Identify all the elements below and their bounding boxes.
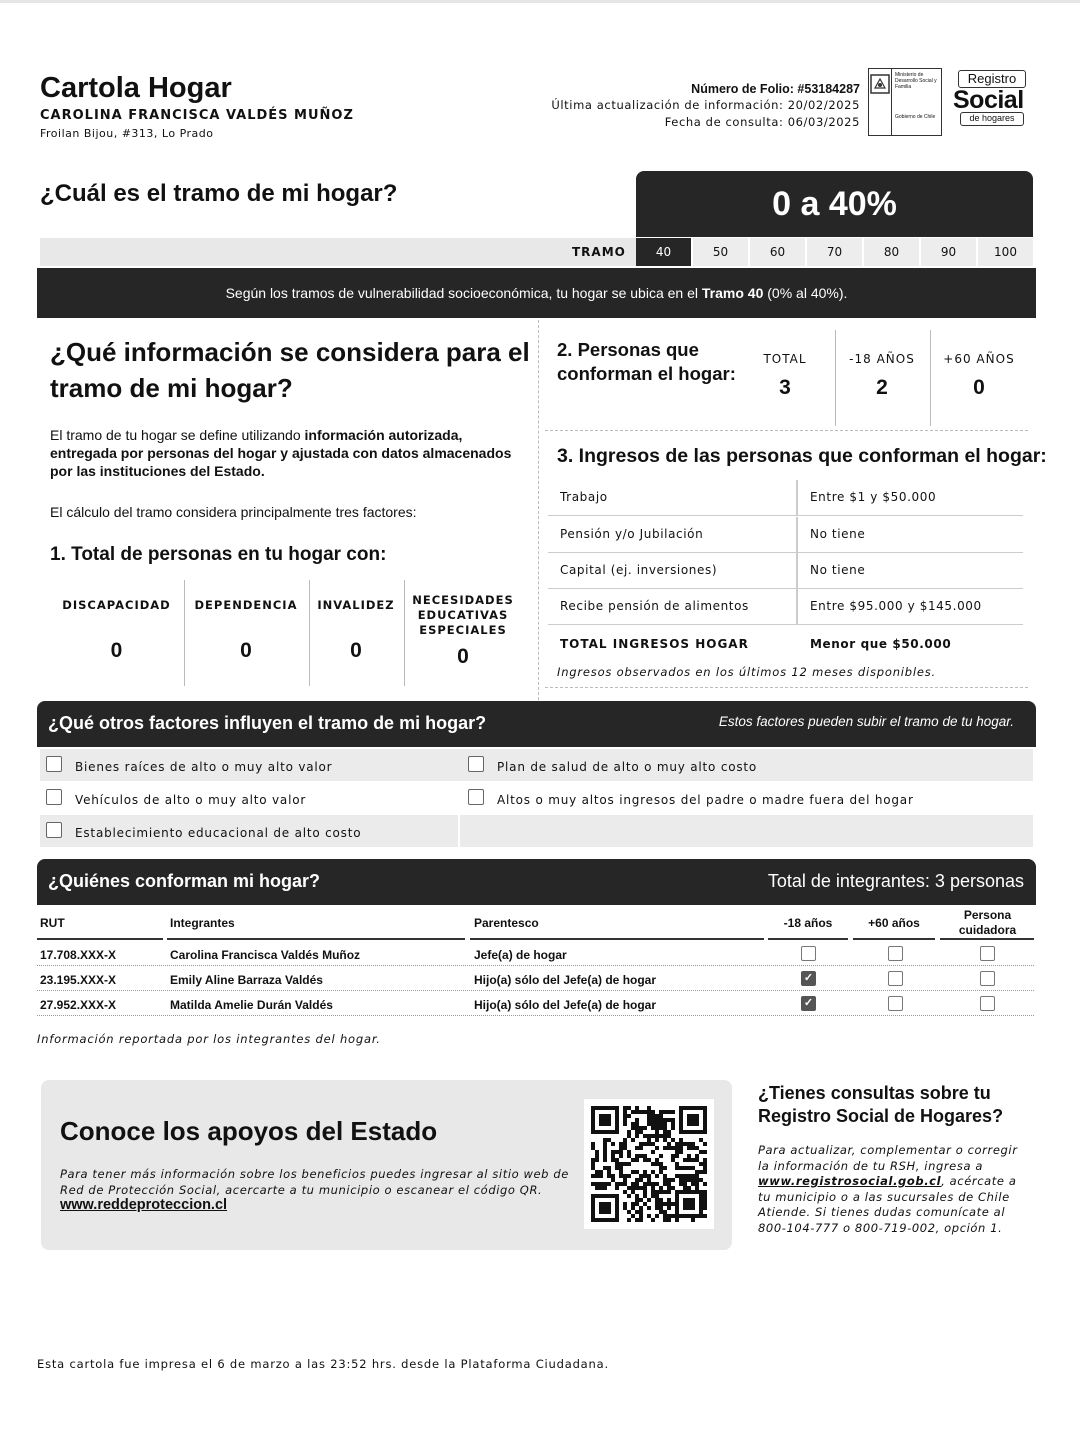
income-total-value: Menor que $50.000 [810,637,952,651]
factor-value: 0 [110,639,123,662]
section3-title: 3. Ingresos de las personas que conforman el hogar: [557,445,1047,467]
income-value: No tiene [810,563,866,577]
consultas-title: ¿Tienes consultas sobre tu Registro Social de Hogares? [758,1083,1004,1126]
member-relation: Jefe(a) de hogar [474,948,567,962]
income-label: Pensión y/o Jubilación [560,527,704,541]
factor-item-label: Vehículos de alto o muy alto valor [75,793,307,807]
column-header-rut: RUT [40,916,65,930]
header-underline [37,938,163,940]
count-minors [838,352,926,400]
income-separator [796,480,798,516]
tramo-banner-end: (0% al 40%). [763,285,848,301]
member-rut: 17.708.XXX-X [40,948,117,962]
print-footer: Esta cartola fue impresa el 6 de marzo a las 23:52 hrs. desde la Plataforma Ciudadana. [37,1357,609,1371]
header-underline [167,938,465,940]
section-divider [545,687,1028,688]
income-row-trabajo [548,480,1023,516]
header-underline [853,938,935,940]
factor-checkbox [46,756,62,772]
member-name: Carolina Francisca Valdés Muñoz [170,948,361,962]
minor-checkbox [801,946,816,961]
header-underline [940,938,1034,940]
info-factors-intro: El cálculo del tramo considera principalmente tres factores: [50,504,417,520]
income-separator [796,517,798,553]
other-factors-title: ¿Qué otros factores influyen el tramo de mi hogar? [48,713,487,733]
minor-checkbox-checked: ✓ [801,971,816,986]
income-row-alimentos [548,589,1023,625]
document-title: Cartola Hogar [40,72,232,104]
carer-checkbox [980,971,995,986]
count-total [740,352,830,400]
info-paragraph [50,426,520,480]
last-update-date: Última actualización de información: 20/02/2025 [551,98,860,112]
state-support-link[interactable]: www.reddeproteccion.cl [60,1197,228,1213]
senior-checkbox [888,971,903,986]
income-row-pension [548,517,1023,553]
rsh-logo-top: Registro [958,70,1026,88]
factor-label: DEPENDENCIA [194,598,298,612]
income-label: Recibe pensión de alimentos [560,599,749,613]
other-factors-row [40,815,1033,847]
count-seniors [933,352,1025,400]
member-relation: Hijo(a) sólo del Jefe(a) de hogar [474,973,657,987]
header-underline [470,938,764,940]
factor-necesidades-educativas [408,580,518,686]
factor-checkbox [46,789,62,805]
factor-checkbox [468,789,484,805]
income-row-capital [548,553,1023,589]
header-underline [768,938,848,940]
factor-item-label: Plan de salud de alto o muy alto costo [497,760,758,774]
factor-item-label: Bienes raíces de alto o muy alto valor [75,760,333,774]
member-rut: 27.952.XXX-X [40,998,117,1012]
ministry-logo [868,68,942,136]
section1-title: 1. Total de personas en tu hogar con: [50,544,387,565]
tramo-scale-label: TRAMO [572,245,626,259]
minor-checkbox-checked: ✓ [801,996,816,1011]
factor-value: 0 [457,645,469,668]
rsh-logo-main: Social [953,86,1024,114]
count-value: 3 [779,376,791,399]
registro-social-logo [950,68,1036,140]
count-separator [930,330,931,426]
qr-code-icon[interactable] [584,1099,714,1229]
tramo-scale-cell: 40 [636,238,691,266]
column-header-carer: Persona cuidadora [958,908,1017,937]
ministry-logo-footer: Gobierno de Chile [895,114,936,120]
factor-invalidez [310,580,402,686]
section2-title: 2. Personas que conforman el hogar: [557,339,736,384]
tramo-scale-cell: 70 [805,238,862,266]
state-support-title: Conoce los apoyos del Estado [60,1116,438,1146]
column-header-minor: -18 años [783,916,833,930]
count-value: 2 [876,376,888,399]
count-label: TOTAL [763,352,807,366]
tramo-banner-text: Según los tramos de vulnerabilidad socioeconómica, tu hogar se ubica en el [225,285,702,301]
income-total-label: TOTAL INGRESOS HOGAR [560,637,749,651]
info-question: ¿Qué información se considera para el tramo de mi hogar? [50,337,530,403]
owner-name: CAROLINA FRANCISCA VALDÉS MUÑOZ [40,108,354,123]
tramo-question: ¿Cuál es el tramo de mi hogar? [40,180,398,207]
consultas-text-end: , acércate a tu municipio o a las sucursales de Chile Atiende. Si tienes dudas comunícate al 800-104-777 o 800-719-002, opción 1. [758,1174,1017,1235]
carer-checkbox [980,946,995,961]
count-value: 0 [973,376,985,399]
registrosocial-link[interactable]: www.registrosocial.gob.cl [758,1174,942,1188]
table-row [37,991,1034,1016]
member-relation: Hijo(a) sólo del Jefe(a) de hogar [474,998,657,1012]
factor-discapacidad [50,580,183,686]
factor-item-label: Establecimiento educacional de alto costo [75,826,362,840]
row-divider [458,815,460,847]
income-value: Entre $1 y $50.000 [810,490,937,504]
household-members-header [37,859,1036,905]
tramo-value: 0 a 40% [636,171,1033,237]
other-factors-row [40,782,1033,814]
factor-value: 0 [240,639,252,662]
income-separator [796,553,798,589]
consultas-text [758,1143,1023,1236]
member-name: Emily Aline Barraza Valdés [170,973,323,987]
income-label: Trabajo [560,490,608,504]
table-row [37,941,1034,966]
tramo-scale-cell: 50 [691,238,748,266]
count-label: -18 AÑOS [849,352,915,366]
column-divider [538,320,539,700]
income-value: No tiene [810,527,866,541]
tramo-scale-cell: 80 [862,238,919,266]
count-separator [835,330,836,426]
chile-crest-icon [869,69,892,135]
factor-value: 0 [350,639,362,662]
income-note: Ingresos observados en los últimos 12 meses disponibles. [557,665,936,679]
member-rut: 23.195.XXX-X [40,973,117,987]
income-separator [796,589,798,625]
tramo-scale-cell: 100 [976,238,1033,266]
column-header-name: Integrantes [170,916,235,930]
senior-checkbox [888,996,903,1011]
factor-separator [404,580,405,686]
column-header-relation: Parentesco [474,916,539,930]
member-name: Matilda Amelie Durán Valdés [170,998,333,1012]
info-paragraph-text: El tramo de tu hogar se define utilizando [50,427,305,443]
other-factors-row [40,749,1033,781]
household-members-total: Total de integrantes: 3 personas [767,871,1024,891]
owner-address: Froilan Bijou, #313, Lo Prado [40,127,214,140]
income-label: Capital (ej. inversiones) [560,563,718,577]
household-members-title: ¿Quiénes conforman mi hogar? [48,871,321,891]
rsh-logo-bottom: de hogares [960,112,1024,126]
factor-checkbox [46,822,62,838]
tramo-scale [636,238,1033,266]
consult-date: Fecha de consulta: 06/03/2025 [664,115,860,129]
tramo-scale-cell: 90 [919,238,976,266]
column-header-senior: +60 años [868,916,920,930]
table-row [37,966,1034,991]
senior-checkbox [888,946,903,961]
factor-checkbox [468,756,484,772]
consultas-text-start: Para actualizar, complementar o corregir la información de tu RSH, ingresa a [758,1143,1018,1173]
state-support-text: Para tener más información sobre los beneficios puedes ingresar al sitio web de Red de Protección Social, acercarte a tu municipio o escanear el código QR. [60,1167,569,1197]
count-label: +60 AÑOS [943,352,1015,366]
table-note: Información reportada por los integrantes del hogar. [37,1032,381,1046]
income-value: Entre $95.000 y $145.000 [810,599,982,613]
tramo-banner [37,268,1036,318]
tramo-scale-cell: 60 [748,238,805,266]
factor-label: NECESIDADES EDUCATIVAS ESPECIALES [412,593,514,637]
other-factors-header [37,701,1036,747]
factor-dependencia [185,580,307,686]
factor-label: DISCAPACIDAD [62,598,171,612]
tramo-banner-bold: Tramo 40 [701,285,764,301]
carer-checkbox [980,996,995,1011]
top-divider [0,0,1080,3]
folio-number: Número de Folio: #53184287 [691,82,860,96]
ministry-logo-text: Ministerio de Desarrollo Social y Familia [895,72,937,90]
factor-label: INVALIDEZ [317,598,395,612]
section-divider [545,430,1028,431]
other-factors-subtitle: Estos factores pueden subir el tramo de tu hogar. [718,714,1014,729]
info-paragraph-bold: información autorizada, entregada por personas del hogar y ajustada con datos almacenados por las instituciones del Estado. [50,427,512,479]
factor-item-label: Altos o muy altos ingresos del padre o madre fuera del hogar [497,793,914,807]
